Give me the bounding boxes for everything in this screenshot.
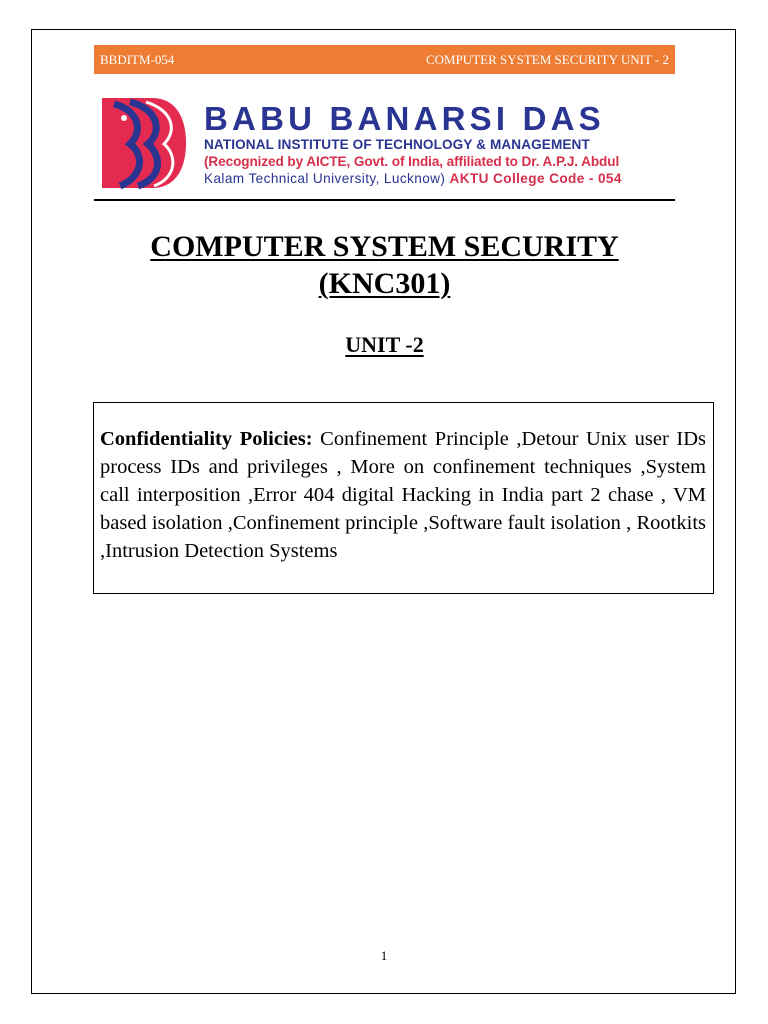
page-title (94, 228, 675, 302)
syllabus-box (93, 402, 714, 594)
header-left-text: BBDITM-054 (100, 51, 175, 67)
title-line-1: COMPUTER SYSTEM SECURITY (150, 230, 619, 263)
institute-name: BABU BANARSI DAS (204, 100, 605, 137)
institute-logo (100, 96, 670, 192)
institute-affiliation (204, 170, 674, 187)
title-line-2: (KNC301) (318, 267, 451, 300)
syllabus-heading: Confidentiality Policies: (100, 428, 313, 450)
college-code: AKTU College Code - 054 (449, 171, 622, 186)
institute-subtitle: NATIONAL INSTITUTE OF TECHNOLOGY & MANAGEMENT (204, 137, 590, 152)
header-right-text: COMPUTER SYSTEM SECURITY UNIT - 2 (425, 51, 669, 67)
unit-label: UNIT -2 (345, 332, 424, 357)
affiliation-text: Kalam Technical University, Lucknow) (204, 171, 446, 186)
unit-heading (94, 332, 675, 358)
syllabus-body: Confinement Principle ,Detour Unix user IDs process IDs and privileges , More on confinement techniques ,System call interposition ,Error 404 digital Hacking in India part 2 chase , VM based isolation ,Confinement principle ,Software fault isolation , Rootkits ,Intrusion Detection Systems (100, 428, 706, 562)
header-divider (94, 199, 675, 201)
header-bar (94, 45, 675, 74)
page-number: 1 (380, 948, 388, 963)
institute-recognition: (Recognized by AICTE, Govt. of India, affiliated to Dr. A.P.J. Abdul (204, 154, 620, 169)
logo-text-block (204, 102, 674, 187)
bbd-logo-icon (100, 96, 188, 190)
